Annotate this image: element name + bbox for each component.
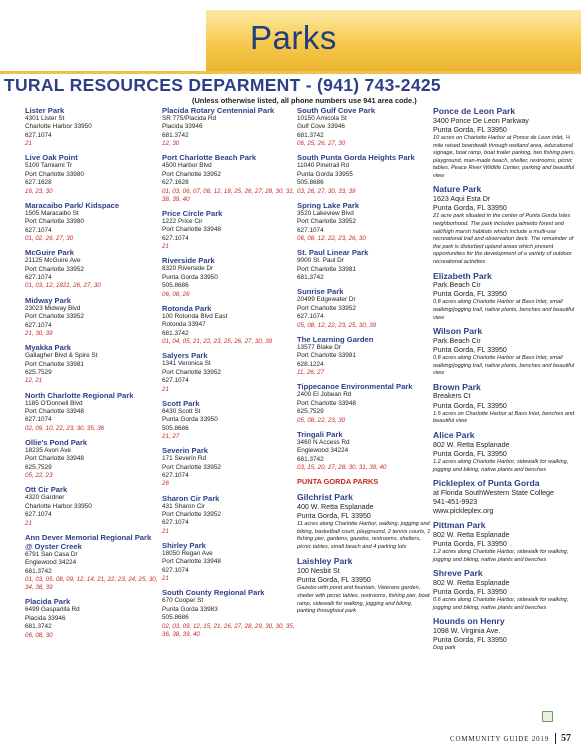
park-name: Ollie's Pond Park [25,437,88,447]
park-name: Placida Rotary Centennial Park [162,106,275,115]
park-detail: 627.1074 [162,234,189,242]
amenity-codes: 06, 08, 12, 22, 23, 26, 30 [297,235,366,243]
park-detail: Port Charlotte 33952 [162,510,221,518]
park-detail: 100 Rotonda Blvd East [162,312,228,320]
park-detail: 431 Sharon Cir [162,502,205,510]
park-name: Ann Dever Memorial Regional Park @ Oyster Creek [25,532,152,551]
park-detail: Punta Gorda 33950 [162,416,218,424]
park-name: Pittman Park [433,520,486,531]
park-name: Alice Park [433,430,475,440]
park-entry [433,382,581,426]
park-name: Elizabeth Park [433,270,492,281]
department-heading: TURAL RESOURCES DEPARMENT - (941) 743-2425 [4,75,441,95]
column-4 [433,106,581,657]
park-name: Lister Park [25,106,65,115]
park-detail: 171 Severin Rd [162,455,207,463]
park-detail: 18235 Avon Ave [25,446,71,454]
park-name: South Punta Gorda Heights Park [297,153,415,163]
park-name: Severin Park [162,446,209,456]
amenity-codes: 01, 03, 06, 07, 08, 12, 18, 25, 26, 27, 28, 30, 31, 38, 39, 40 [162,187,295,203]
park-detail: 505.8686 [162,614,189,622]
amenity-codes: 21 [162,243,169,251]
park-detail: 627.1074 [162,377,189,385]
park-detail: 400 W. Retta Esplanade [297,502,374,511]
park-detail: 21125 McGuire Ave [25,257,81,265]
page-title: Parks [250,19,337,56]
park-name: Sharon Cir Park [162,493,220,503]
park-detail: Port Charlotte 33952 [297,304,356,312]
park-detail: Port Charlotte 33952 [25,265,84,273]
park-name: Live Oak Point [25,153,78,163]
park-name: Hounds on Henry [433,616,505,627]
park-detail: 627.1074 [25,416,52,424]
amenity-codes: 21, 27 [162,432,180,440]
park-description: 11 acres along Charlotte Harbor, walking, jogging and biking, basketball court, playground, 2 tennis courts, 1 fishing pier, gardens, gazebo, restrooms, shelters, picnic tables, small beach and 4 parking lots [297,521,431,550]
park-detail: Punta Gorda, FL 33950 [297,576,371,585]
amenity-codes: 02, 09, 10, 22, 23, 30, 35, 36 [25,424,105,432]
park-detail: Port Charlotte 33952 [162,170,221,178]
park-detail: 10150 Amicola St [297,115,347,122]
park-name: Brown Park [433,381,481,392]
park-entry [433,326,581,378]
park-name: Midway Park [25,295,72,305]
amenity-codes: 21, 30, 39 [25,329,53,337]
park-detail: 681.3742 [162,329,189,337]
park-name: Pickleplex of Punta Gorda [433,478,540,489]
park-entry [433,184,581,266]
park-detail: Port Charlotte 33980 [25,170,84,178]
park-detail: Breakers Ct [433,392,471,401]
park-description: 0.8 acres along Charlotte Harbor at Bass Inlet, small walking/jogging trail, native plants, benches and beautiful view [433,355,575,377]
park-detail: Port Charlotte 33948 [25,407,84,415]
amenity-codes: 12, 21 [25,377,43,385]
amenity-codes: 21 [25,519,32,527]
park-entry [25,438,160,480]
park-entry [297,201,432,243]
park-entry [297,335,432,377]
park-name: Maracaibo Park/ Kidspace [25,200,120,210]
park-detail: 6791 San Casa Dr [25,550,78,558]
park-name: Placida Park [25,597,71,607]
park-entry [297,556,432,615]
park-detail: Placida 33946 [162,123,203,131]
park-detail: Port Charlotte 33981 [297,352,356,360]
park-entry [162,399,297,441]
park-detail: 13577 Blake Dr [297,343,342,351]
park-entry [162,256,297,298]
park-detail: 20499 Edgewater Dr [297,296,356,304]
amenity-codes: 05, 22, 23 [25,472,53,480]
park-detail: 18050 Regan Ave [162,550,213,557]
park-name: North Charlotte Regional Park [25,390,134,400]
park-entry [433,616,581,653]
park-detail: 627.1628 [162,179,189,187]
amenity-codes: 12, 30 [162,140,180,148]
park-name: Shirley Park [162,541,206,550]
park-detail: Punta Gorda, FL 33950 [433,401,507,410]
park-detail: 625.7529 [25,463,52,471]
amenity-codes: 16, 23, 30 [25,187,53,195]
park-name: Price Circle Park [162,209,223,219]
park-name: Shreve Park [433,568,483,579]
park-name: Wilson Park [433,326,483,337]
park-name: St. Paul Linear Park [297,248,369,258]
park-detail: Park Beach Cir [433,336,481,345]
park-detail: 627.1074 [25,511,52,519]
amenity-codes: 03, 15, 20, 27, 28, 30, 31, 39, 40 [297,463,387,471]
park-detail: 681.3742 [297,274,324,282]
park-detail: 4500 Harbor Blvd [162,162,212,170]
park-detail: Charlotte Harbor 33950 [25,502,92,510]
park-detail: Englewood 34224 [297,447,349,455]
park-detail: 6499 Gasparilla Rd [25,606,80,614]
park-entry [297,492,432,551]
park-entry [297,430,432,472]
park-entry [433,106,581,180]
park-entry [433,478,581,516]
park-detail: 3400 Ponce De Leon Parkway [433,116,529,125]
park-detail: 802 W. Retta Esplanade [433,440,510,449]
park-detail: Port Charlotte 33948 [25,455,84,463]
amenity-codes: 21 [162,575,169,583]
park-entry [162,209,297,251]
park-detail: 3460 N Access Rd [297,438,350,446]
amenity-codes: 21 [162,527,169,535]
park-name: Laishley Park [297,556,353,567]
park-entry [25,343,160,385]
small-graphic-icon [542,711,553,722]
park-detail: 627.1074 [162,471,189,479]
park-detail: www.pickleplex.org [433,507,494,515]
park-detail: 1098 W. Virginia Ave. [433,626,501,635]
park-detail: 6430 Scott St [162,407,201,415]
park-entry [162,541,297,583]
park-detail: 627.1074 [25,321,52,329]
park-detail: 681.3742 [25,623,52,631]
park-entry [433,520,581,564]
park-detail: 627.1628 [25,179,52,187]
park-detail: Port Charlotte 33980 [25,218,84,226]
amenity-codes: 03, 26, 27, 30, 33, 39 [297,187,356,195]
park-entry [162,446,297,488]
park-detail: 627.1074 [25,131,52,139]
park-detail: 505.8686 [162,282,189,290]
park-entry [162,494,297,536]
park-detail: Punta Gorda, FL 33950 [433,125,507,134]
park-detail: 627.1074 [297,313,324,321]
park-name: South Gulf Cove Park [297,106,376,115]
park-detail: Port Charlotte 33952 [25,313,84,321]
park-detail: Gulf Cove 33946 [297,123,345,131]
amenity-codes: 06, 08, 26 [162,290,190,298]
park-detail: SR 775/Placida Rd [162,115,216,122]
park-entry [25,391,160,433]
park-name: Port Charlotte Beach Park [162,153,257,163]
park-detail: 505.8686 [297,179,324,187]
park-detail: 1623 Aqui Esta Dr [433,194,491,203]
park-detail: Gallagher Blvd & Spire St [25,352,98,360]
park-detail: 5100 Tamiami Tr [25,162,73,170]
park-detail: 681.3742 [162,131,189,139]
park-entry [162,106,297,148]
column-3 [297,106,432,621]
park-name: Sunrise Park [297,287,344,297]
park-entry [297,382,432,424]
park-detail: Punta Gorda 33950 [162,273,218,281]
park-name: Nature Park [433,184,482,195]
park-detail: Rotonda 33947 [162,321,206,329]
park-detail: 681.3742 [25,567,52,575]
park-entry [25,533,160,593]
park-entry [25,485,160,527]
park-name: Rotonda Park [162,303,212,313]
park-entry [25,248,160,290]
park-description: 1.2 acres along Charlotte Harbor, sidewalk for walking, jogging and biking, native plants and benches [433,458,569,473]
park-description: Dog park [433,645,456,652]
park-description: 1.5 acres on Charlotte Harbor at Bass Inlet, benches and beautiful view [433,410,575,425]
park-detail: 11040 Pinetrail Rd [297,162,350,170]
park-entry [297,287,432,329]
park-name: The Learning Garden [297,334,374,344]
park-detail: at Florida SouthWestern State College [433,488,554,497]
park-description: Gazebo with pond and fountain, Veterans garden, shelter with picnic tables, restrooms, fishing pier, boat ramp, sidewalk for walking, jogging and biking, parking throughout park [297,585,430,615]
park-detail: 4320 Gardner [25,494,65,502]
park-detail: Placida 33946 [25,614,66,622]
park-detail: 627.1074 [162,519,189,527]
park-detail: Port Charlotte 33948 [162,558,221,566]
park-detail: 3520 Lakeview Blvd [297,209,354,217]
park-name: Tippecanoe Environmental Park [297,382,413,392]
park-detail: 8320 Riverside Dr [162,265,214,273]
park-detail: 802 W. Retta Esplanade [433,530,510,539]
park-detail: 4301 Lister St [25,115,65,122]
park-entry [25,201,160,243]
park-description: 1.2 acres along Charlotte Harbor, sidewalk for walking, jogging and biking, native plants and benches [433,549,569,563]
park-detail: 670 Cooper St [162,597,204,605]
park-detail: Punta Gorda, FL 33950 [433,290,507,299]
park-entry [25,106,160,148]
park-detail: 681.3742 [297,455,324,463]
park-name: Riverside Park [162,256,215,266]
park-entry [297,153,432,195]
park-detail: 23023 Midway Blvd [25,304,81,312]
park-name: McGuire Park [25,248,74,258]
park-entry [25,153,160,195]
park-detail: 100 Nesbit St [297,566,340,575]
park-detail: 1505 Maracaibo St [25,209,79,217]
park-name: Salyers Park [162,351,208,361]
park-detail: Punta Gorda, FL 33950 [433,345,507,354]
amenity-codes: 11, 26, 27 [297,369,325,377]
park-detail: Punta Gorda, FL 33950 [433,449,507,458]
park-detail: Port Charlotte 33948 [297,399,356,407]
park-detail: Park Beach Cir [433,281,481,290]
park-entry [433,430,581,474]
park-detail: Port Charlotte 33952 [162,368,221,376]
footer-label: COMMUNITY GUIDE 2019 [450,735,549,743]
park-detail: Port Charlotte 33952 [162,463,221,471]
park-entry [25,597,160,639]
park-detail: 802 W. Retta Esplanade [433,578,510,587]
amenity-codes: 01, 04, 05, 21, 22, 23, 25, 26, 27, 30, 39 [162,338,273,346]
page-footer [450,733,571,744]
area-code-note: (Unless otherwise listed, all phone numbers use 941 area code.) [192,96,417,105]
title-banner [206,10,581,72]
amenity-codes: 21 [162,385,169,393]
park-detail: Port Charlotte 33952 [297,218,356,226]
park-name: South County Regional Park [162,588,265,598]
park-detail: 505.8686 [162,424,189,432]
park-name: Tringali Park [297,429,343,439]
park-name: Ott Cir Park [25,485,68,495]
park-detail: Punta Gorda, FL 33950 [433,588,507,596]
park-entry [162,304,297,346]
amenity-codes: 01, 02, 26, 27, 30 [25,235,74,243]
amenity-codes: 06, 08, 30 [25,631,53,639]
park-detail: Punta Gorda, FL 33950 [433,539,507,548]
park-name: Gilchrist Park [297,492,353,503]
park-detail: 627.1074 [297,226,324,234]
park-detail: Punta Gorda 33983 [162,605,218,613]
amenity-codes: 06, 25, 26, 27, 30 [297,140,346,148]
park-detail: 941-451-9923 [433,497,478,506]
amenity-codes: 02, 03, 09, 12, 15, 21, 26, 27, 28, 29, 30, 30, 35, 36, 38, 39, 40 [162,622,295,638]
park-detail: Charlotte Harbor 33950 [25,123,92,131]
park-description: 0.8 acres along Charlotte Harbor at Bass Inlet, small walking/jogging trail, native plants, benches and beautiful view [433,299,575,321]
park-detail: Punta Gorda, FL 33950 [297,511,371,520]
park-entry [433,568,581,612]
park-detail: 681.3742 [297,131,324,139]
park-detail: 9000 St. Paul Dr [297,257,344,265]
page-number: 57 [555,733,571,744]
park-detail: 628.1224 [297,360,324,368]
amenity-codes: 05, 08, 22, 23, 30 [297,416,346,424]
park-entry [433,271,581,323]
park-detail: 627.1074 [25,226,52,234]
header-rule [0,71,581,74]
park-description: 0.6 acres along Charlotte Harbor, sidewalk for walking, jogging and biking, native plants and benches [433,597,569,611]
park-name: Ponce de Leon Park [433,106,516,116]
park-description: 10 acres on Charlotte Harbor at Ponce de Leon inlet, ¼ mile raised boardwalk through wetland area, educational signage, boat ramp, boat trailer parking, two fishing piers, playground, man-made beach, shelter, restrooms, picnic tables, Peace River Wildlife Center, parking and beautiful view [433,134,576,179]
park-detail: Punta Gorda, FL 33950 [433,636,507,645]
park-entry [162,153,297,204]
park-detail: 625.7529 [25,368,52,376]
park-detail: Englewood 34224 [25,559,77,567]
park-entry [162,351,297,393]
park-entry [297,106,432,148]
amenity-codes: 01, 03, 12, 1821, 26, 27, 30 [25,282,101,290]
park-detail: Port Charlotte 33981 [25,360,84,368]
park-name: Scott Park [162,398,200,408]
amenity-codes: 21 [25,140,32,148]
park-name: Spring Lake Park [297,200,360,210]
park-detail: 627.1074 [162,566,189,574]
park-detail: Port Charlotte 33981 [297,265,356,273]
park-entry [297,248,432,282]
amenity-codes: 05, 08, 12, 22, 23, 25, 30, 39 [297,321,377,329]
park-detail: 625.7529 [297,408,324,416]
amenity-codes: 01, 03, 05, 08, 09, 12, 14, 21, 22, 23, 24, 25, 30, 34, 38, 39 [25,576,158,592]
park-detail: 1185 O'Donnell Blvd [25,399,83,407]
amenity-codes: 26 [162,480,169,488]
column-1 [25,106,160,645]
park-entry [25,296,160,338]
park-detail: Punta Gorda 33955 [297,170,353,178]
park-description: 21 acre park situated in the center of Punta Gorda Isles neighborhood. The park includes palmetto forest and salt/high marsh habitats which include a multi-use recreational trail and observation deck. The remainder of the park is disturbed upland areas which present opportunities for the development of a variety of outdoor recreational activities [433,213,574,265]
park-detail: 627.1074 [25,274,52,282]
park-name: Myakka Park [25,343,72,353]
punta-gorda-section-heading: PUNTA GORDA PARKS [297,477,379,487]
park-entry [162,588,297,639]
park-detail: Port Charlotte 33948 [162,226,221,234]
park-detail: 1222 Price Cir [162,218,203,226]
park-detail: 2400 El Jobean Rd [297,391,352,399]
park-detail: Punta Gorda, FL 33950 [433,204,507,213]
park-detail: 1341 Veronica St [162,360,211,368]
column-2 [162,106,297,644]
